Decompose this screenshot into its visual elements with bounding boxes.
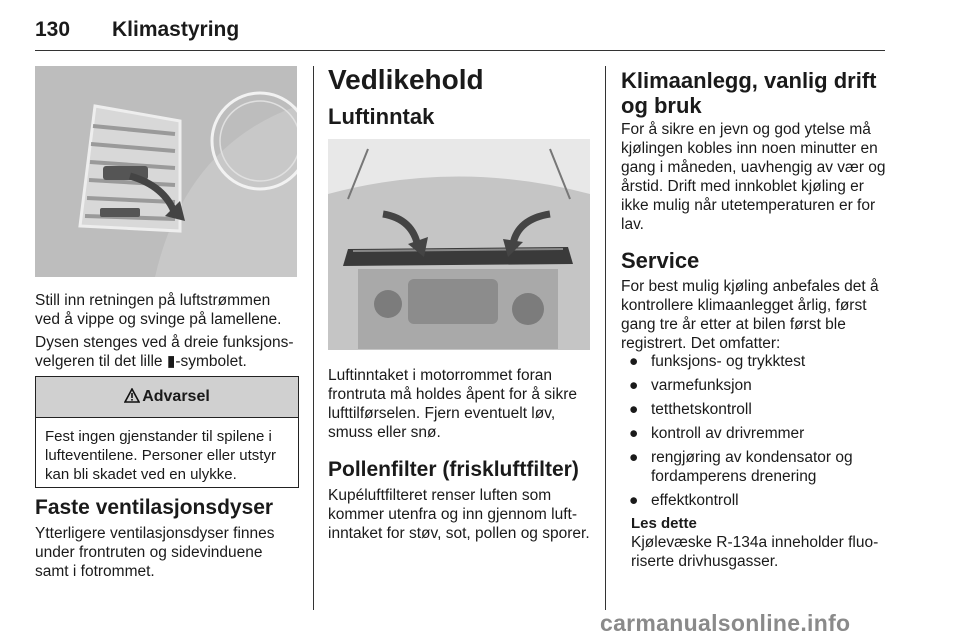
warning-header: [36, 377, 298, 418]
warning-triangle-icon: [124, 379, 140, 419]
column-divider-2: [605, 66, 606, 610]
ac-operation-text: For å sikre en jevn og god ytelse må kjølingen kobles inn noen minutter en gang i måneden, uavhengig av vær og årstid. Drift med innkoblet kjøling er ikke mulig når utetemperaturen er for lav.: [621, 121, 886, 233]
list-item: ● kontroll av drivremmer: [629, 425, 805, 442]
column-divider-1: [313, 66, 314, 610]
list-item: ● rengjøring av kondensator og fordamperens drenering: [629, 449, 853, 485]
header-rule: [35, 50, 885, 51]
warning-text: Fest ingen gjenstander til spilene i lufteventilene. Personer eller utstyr kan bli skadet ved en ulykke.: [45, 428, 276, 483]
watermark: carmanualsonline.info: [600, 610, 851, 636]
chapter-title: Klimastyring: [112, 18, 240, 41]
vent-close-text: Dysen stenges ved å dreie funksjons-velgeren til det lille ▮-symbolet.: [35, 334, 294, 370]
service-checklist: [621, 352, 887, 515]
vent-illustration: [35, 66, 297, 277]
ac-operation-heading: Klimaanlegg, vanlig drift og bruk: [621, 68, 877, 118]
warning-title: Advarsel: [142, 388, 210, 405]
list-item: ● funksjons- og trykktest: [629, 353, 806, 370]
air-intake-heading: Luftinntak: [328, 104, 435, 129]
pollen-filter-heading: Pollenfilter (friskluftfilter): [328, 458, 579, 481]
list-item: ● effektkontroll: [629, 492, 739, 509]
list-item: ● tetthetskontroll: [629, 401, 752, 418]
maintenance-heading: Vedlikehold: [328, 64, 484, 95]
vent-adjust-text: Still inn retningen på luftstrømmen ved å vippe og svinge på lamellene.: [35, 292, 282, 328]
list-item: ● varmefunksjon: [629, 377, 752, 394]
page-number: 130: [35, 18, 71, 41]
note-text: Kjølevæske R-134a inneholder fluo-riserte drivhusgasser.: [631, 534, 879, 570]
fixed-vents-text: Ytterligere ventilasjonsdyser finnes under frontruten og sidevinduene samt i fotrommet.: [35, 525, 275, 580]
warning-box: [35, 376, 299, 488]
air-intake-text: Luftinntaket i motorrommet foran frontruta må holdes åpent for å sikre lufttilførselen. Fjern eventuelt løv, smuss eller snø.: [328, 367, 577, 441]
note-title: Les dette: [631, 515, 697, 532]
service-text: For best mulig kjøling anbefales det å kontrollere klimaanlegget årlig, først gang tre år etter at bilen først ble registrert. Det omfatter:: [621, 278, 879, 352]
pollen-filter-text: Kupéluftfilteret renser luften som kommer utenfra og inn gjennom luft-inntaket for støv, sot, pollen og sporer.: [328, 487, 590, 542]
engine-bay-illustration: [328, 139, 590, 350]
service-heading: Service: [621, 248, 700, 273]
fixed-vents-heading: Faste ventilasjonsdyser: [35, 496, 274, 519]
